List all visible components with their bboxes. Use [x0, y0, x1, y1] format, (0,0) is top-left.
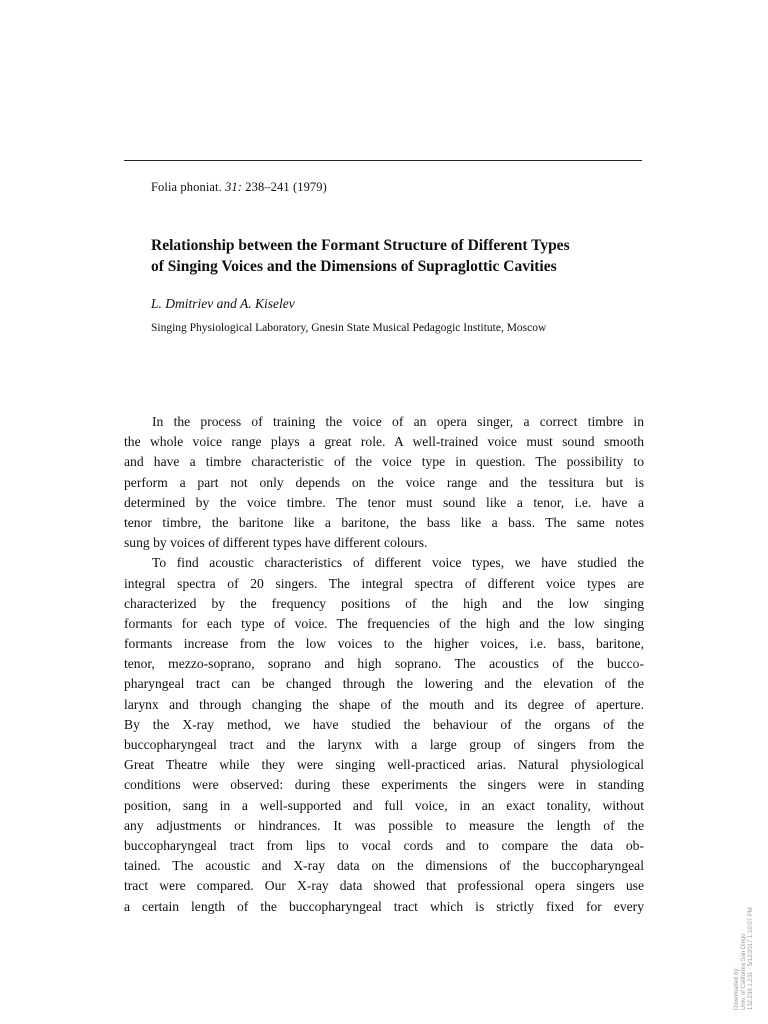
text-line: formants for each type of voice. The frequencies of the high and the low singing: [124, 615, 644, 631]
text-line: position, sang in a well-supported and full voice, in an exact tonality, without: [124, 797, 644, 813]
paragraph: [124, 553, 644, 916]
text-line: buccopharyngeal tract from lips to vocal cords and to compare the data ob-: [124, 837, 644, 853]
watermark-line: 132.239.1.231 - 5/12/2017 1:10:07 PM: [748, 907, 754, 1010]
text-line: a certain length of the buccopharyngeal tract which is strictly fixed for every: [124, 898, 644, 914]
text-line: In the process of training the voice of an opera singer, a correct timbre in: [152, 414, 644, 429]
text-line: tenor timbre, the baritone like a baritone, the bass like a bass. The same notes: [124, 514, 644, 530]
text-line: perform a part not only depends on the voice range and the tessitura but is: [124, 474, 644, 490]
text-line: By the X-ray method, we have studied the behaviour of the organs of the: [124, 716, 644, 732]
text-line: pharyngeal tract can be changed through the lowering and the elevation of the: [124, 676, 644, 692]
watermark-line: Univ. of California San Diego: [741, 933, 747, 1010]
text-line: tract were compared. Our X-ray data showed that professional opera singers use: [124, 878, 644, 894]
journal-citation: [151, 180, 327, 195]
title-line: Relationship between the Formant Structure of Different Types: [151, 237, 570, 254]
text-line: determined by the voice timbre. The tenor must sound like a tenor, i.e. have a: [124, 494, 644, 510]
text-line: any adjustments or hindrances. It was possible to measure the length of the: [124, 817, 644, 833]
text-line: buccopharyngeal tract and the larynx with a large group of singers from the: [124, 737, 644, 752]
affiliation: Singing Physiological Laboratory, Gnesin State Musical Pedagogic Institute, Moscow: [151, 322, 547, 334]
text-line: tained. The acoustic and X-ray data on the dimensions of the buccopharyngeal: [124, 858, 644, 874]
journal-name: Folia phoniat.: [151, 180, 222, 194]
text-line: and have a timbre characteristic of the voice type in question. The possibility to: [124, 454, 644, 470]
watermark-line: Downloaded by:: [734, 966, 740, 1010]
text-line: the whole voice range plays a great role. A well-trained voice must sound smooth: [124, 434, 644, 450]
article-body: [124, 412, 644, 917]
text-line: To find acoustic characteristics of different voice types, we have studied the: [152, 555, 644, 571]
text-line: formants increase from the low voices to the higher voices, i.e. bass, baritone,: [124, 636, 644, 652]
download-watermark: [734, 907, 755, 1010]
header-rule: [124, 160, 642, 161]
text-line: characterized by the frequency positions of the high and the low singing: [124, 595, 644, 611]
journal-pages: 238–241: [245, 180, 290, 194]
title-line: of Singing Voices and the Dimensions of Supraglottic Cavities: [151, 258, 557, 275]
article-title: [151, 235, 651, 277]
text-line: conditions were observed: during these experiments the singers were in standing: [124, 777, 644, 793]
paragraph: [124, 412, 644, 553]
text-line: larynx and through changing the shape of the mouth and its degree of aperture.: [124, 696, 644, 712]
journal-year: (1979): [292, 180, 327, 194]
text-line: Great Theatre while they were singing well-practiced arias. Natural physiological: [124, 757, 644, 773]
text-line: integral spectra of 20 singers. The integral spectra of different voice types are: [124, 575, 644, 591]
text-line: tenor, mezzo-soprano, soprano and high soprano. The acoustics of the bucco-: [124, 656, 644, 672]
journal-volume: 31:: [225, 180, 243, 194]
text-line: sung by voices of different types have different colours.: [124, 535, 428, 551]
authors: L. Dmitriev and A. Kiselev: [151, 296, 295, 311]
